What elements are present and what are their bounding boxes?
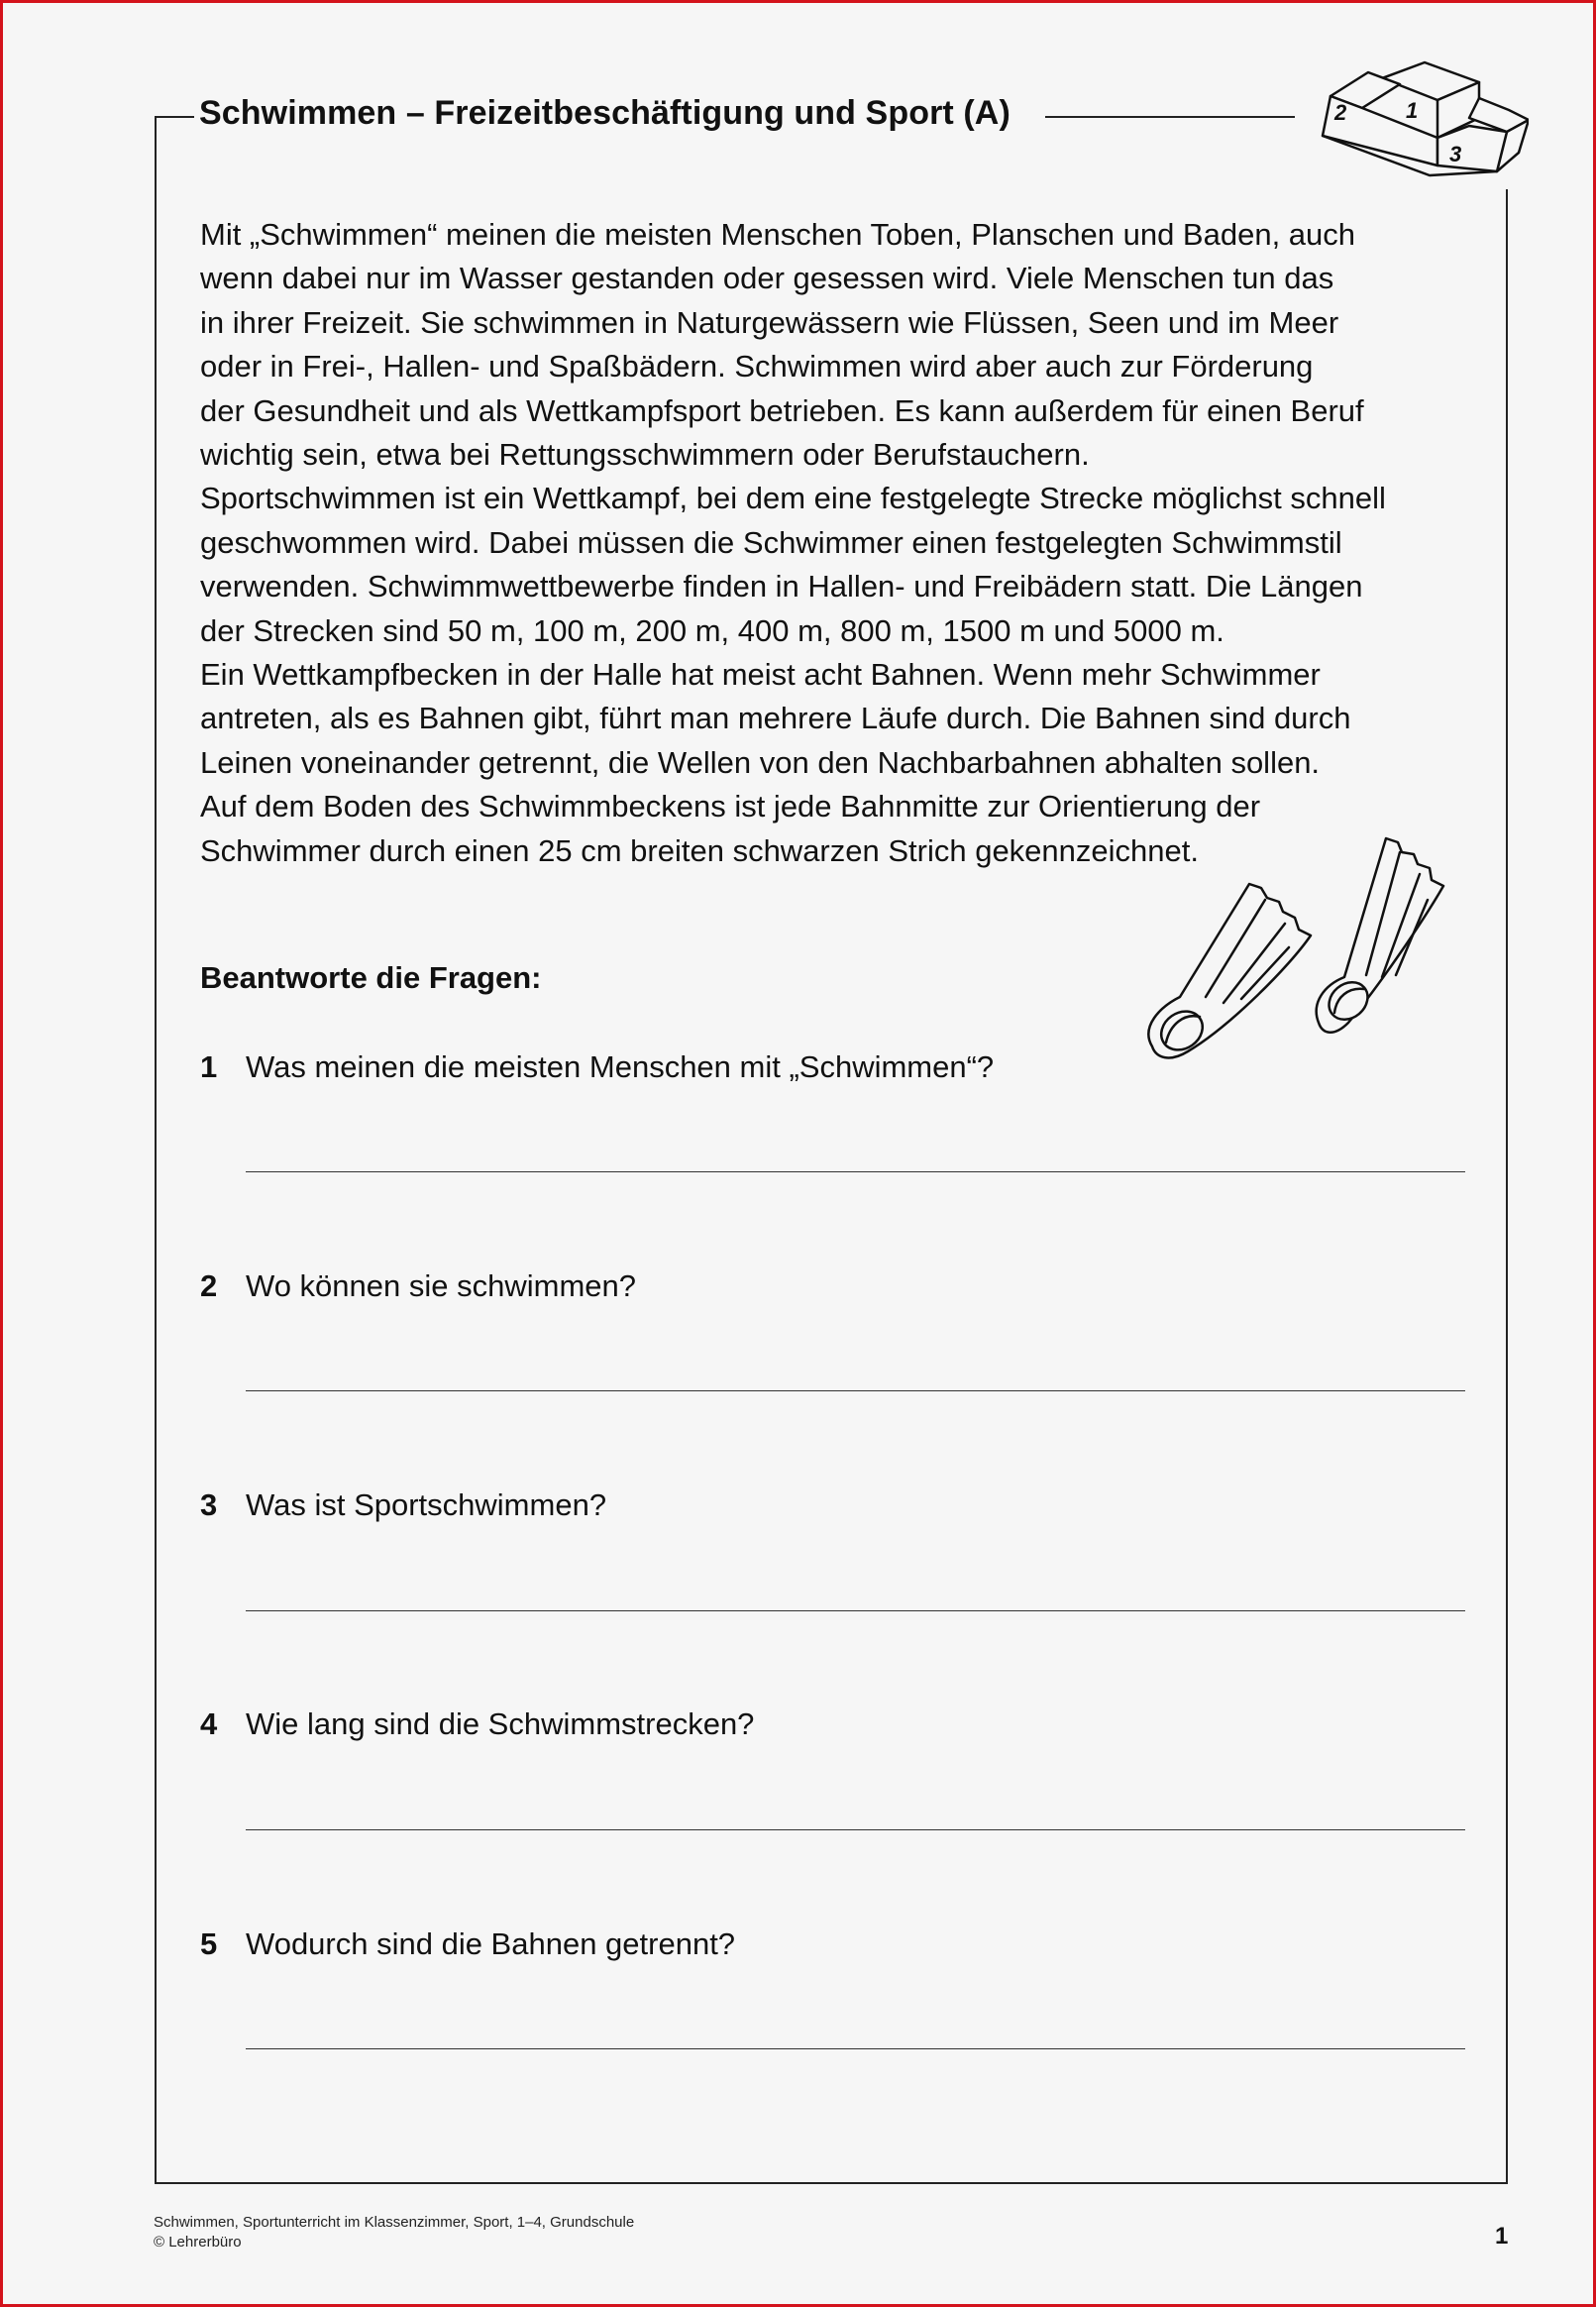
text-line: antreten, als es Bahnen gibt, führt man mehrere Läufe durch. Die Bahnen sind durch	[200, 701, 1351, 736]
swim-fins-icon	[1140, 828, 1472, 1078]
text-line: Auf dem Boden des Schwimmbeckens ist jede Bahnmitte zur Orientierung der	[200, 789, 1261, 824]
page-title: Schwimmen – Freizeitbeschäftigung und Sport (A)	[199, 94, 1020, 133]
reading-text	[200, 213, 1488, 873]
answer-line-3[interactable]	[246, 1610, 1465, 1611]
footer	[154, 2213, 634, 2252]
podium-icon	[1321, 58, 1529, 182]
text-line: wenn dabei nur im Wasser gestanden oder gesessen wird. Viele Menschen tun das	[200, 261, 1334, 296]
text-line: Sportschwimmen ist ein Wettkampf, bei dem eine festgelegte Strecke möglichst schnell	[200, 481, 1386, 516]
text-line: Schwimmer durch einen 25 cm breiten schwarzen Strich gekennzeichnet.	[200, 832, 1199, 868]
text-line: in ihrer Freizeit. Sie schwimmen in Naturgewässern wie Flüssen, Seen und im Meer	[200, 304, 1339, 340]
question-number: 1	[200, 1049, 218, 1084]
answer-line-4[interactable]	[246, 1829, 1465, 1830]
question-text: Was meinen die meisten Menschen mit „Schwimmen“?	[246, 1049, 995, 1084]
question-text: Wo können sie schwimmen?	[246, 1268, 636, 1303]
question-number: 5	[200, 1926, 218, 1961]
question-number: 2	[200, 1268, 218, 1303]
text-line: der Gesundheit und als Wettkampfsport betrieben. Es kann außerdem für einen Beruf	[200, 392, 1364, 428]
answer-line-1[interactable]	[246, 1171, 1465, 1172]
text-line: Leinen voneinander getrennt, die Wellen von den Nachbarbahnen abhalten sollen.	[200, 744, 1321, 780]
footer-copyright: © Lehrerbüro	[154, 2234, 242, 2251]
answer-line-2[interactable]	[246, 1390, 1465, 1391]
text-line: Ein Wettkampfbecken in der Halle hat meist acht Bahnen. Wenn mehr Schwimmer	[200, 657, 1321, 693]
question-text: Wodurch sind die Bahnen getrennt?	[246, 1926, 736, 1961]
question-number: 4	[200, 1706, 218, 1741]
frame-top-rule-right	[1045, 116, 1295, 118]
answer-line-5[interactable]	[246, 2048, 1465, 2049]
text-line: wichtig sein, etwa bei Rettungsschwimmern oder Berufstauchern.	[200, 437, 1090, 473]
text-line: verwenden. Schwimmwettbewerbe finden in Hallen- und Freibädern statt. Die Längen	[200, 569, 1363, 604]
text-line: geschwommen wird. Dabei müssen die Schwimmer einen festgelegten Schwimmstil	[200, 524, 1342, 560]
text-line: der Strecken sind 50 m, 100 m, 200 m, 400 m, 800 m, 1500 m und 5000 m.	[200, 612, 1224, 648]
task-heading: Beantworte die Fragen:	[200, 960, 542, 995]
question-text: Was ist Sportschwimmen?	[246, 1487, 607, 1522]
podium-label-1: 1	[1406, 98, 1419, 123]
podium-label-2: 2	[1334, 100, 1347, 125]
podium-label-3: 3	[1449, 142, 1462, 166]
frame-top-rule-left	[155, 116, 194, 118]
question-text: Wie lang sind die Schwimmstrecken?	[246, 1706, 755, 1741]
page-number: 1	[1495, 2223, 1509, 2250]
question-number: 3	[200, 1487, 218, 1522]
text-line: oder in Frei-, Hallen- und Spaßbädern. Schwimmen wird aber auch zur Förderung	[200, 349, 1314, 384]
footer-source: Schwimmen, Sportunterricht im Klassenzimmer, Sport, 1–4, Grundschule	[154, 2214, 635, 2231]
text-line: Mit „Schwimmen“ meinen die meisten Menschen Toben, Planschen und Baden, auch	[200, 217, 1356, 252]
